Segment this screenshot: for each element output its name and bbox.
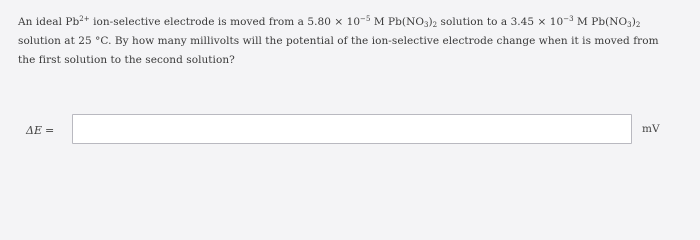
delta-e-label [26,124,54,137]
nitrate-subscript: 3 [423,21,429,29]
salt-subscript: 2 [432,21,438,29]
concentration-2-exponent: −3 [563,15,574,23]
question-text [18,13,668,70]
question-fragment: ion-selective electrode is moved from a 5.80 × 10 [89,16,361,28]
question-fragment: solution at 25 °C. By how many millivolts will the potential of the ion-selective electrode change when it is moved from the first solution to the second solution? [18,35,659,66]
question-fragment: ) [631,16,636,28]
delta-e-answer-input[interactable] [72,114,632,144]
salt-subscript: 2 [635,21,641,29]
question-fragment: ) [428,16,433,28]
concentration-1-exponent: −5 [360,15,371,23]
question-fragment: M Pb(NO [370,16,424,28]
unit-label: mV [642,123,660,135]
question-fragment: solution to a 3.45 × 10 [437,16,564,28]
delta-e-symbol: ΔE [26,124,42,137]
ion-charge-superscript: 2+ [79,15,90,23]
question-fragment: An ideal Pb [18,16,80,28]
question-fragment: M Pb(NO [573,16,628,28]
equals-sign: = [44,124,55,137]
nitrate-subscript: 3 [627,21,632,29]
